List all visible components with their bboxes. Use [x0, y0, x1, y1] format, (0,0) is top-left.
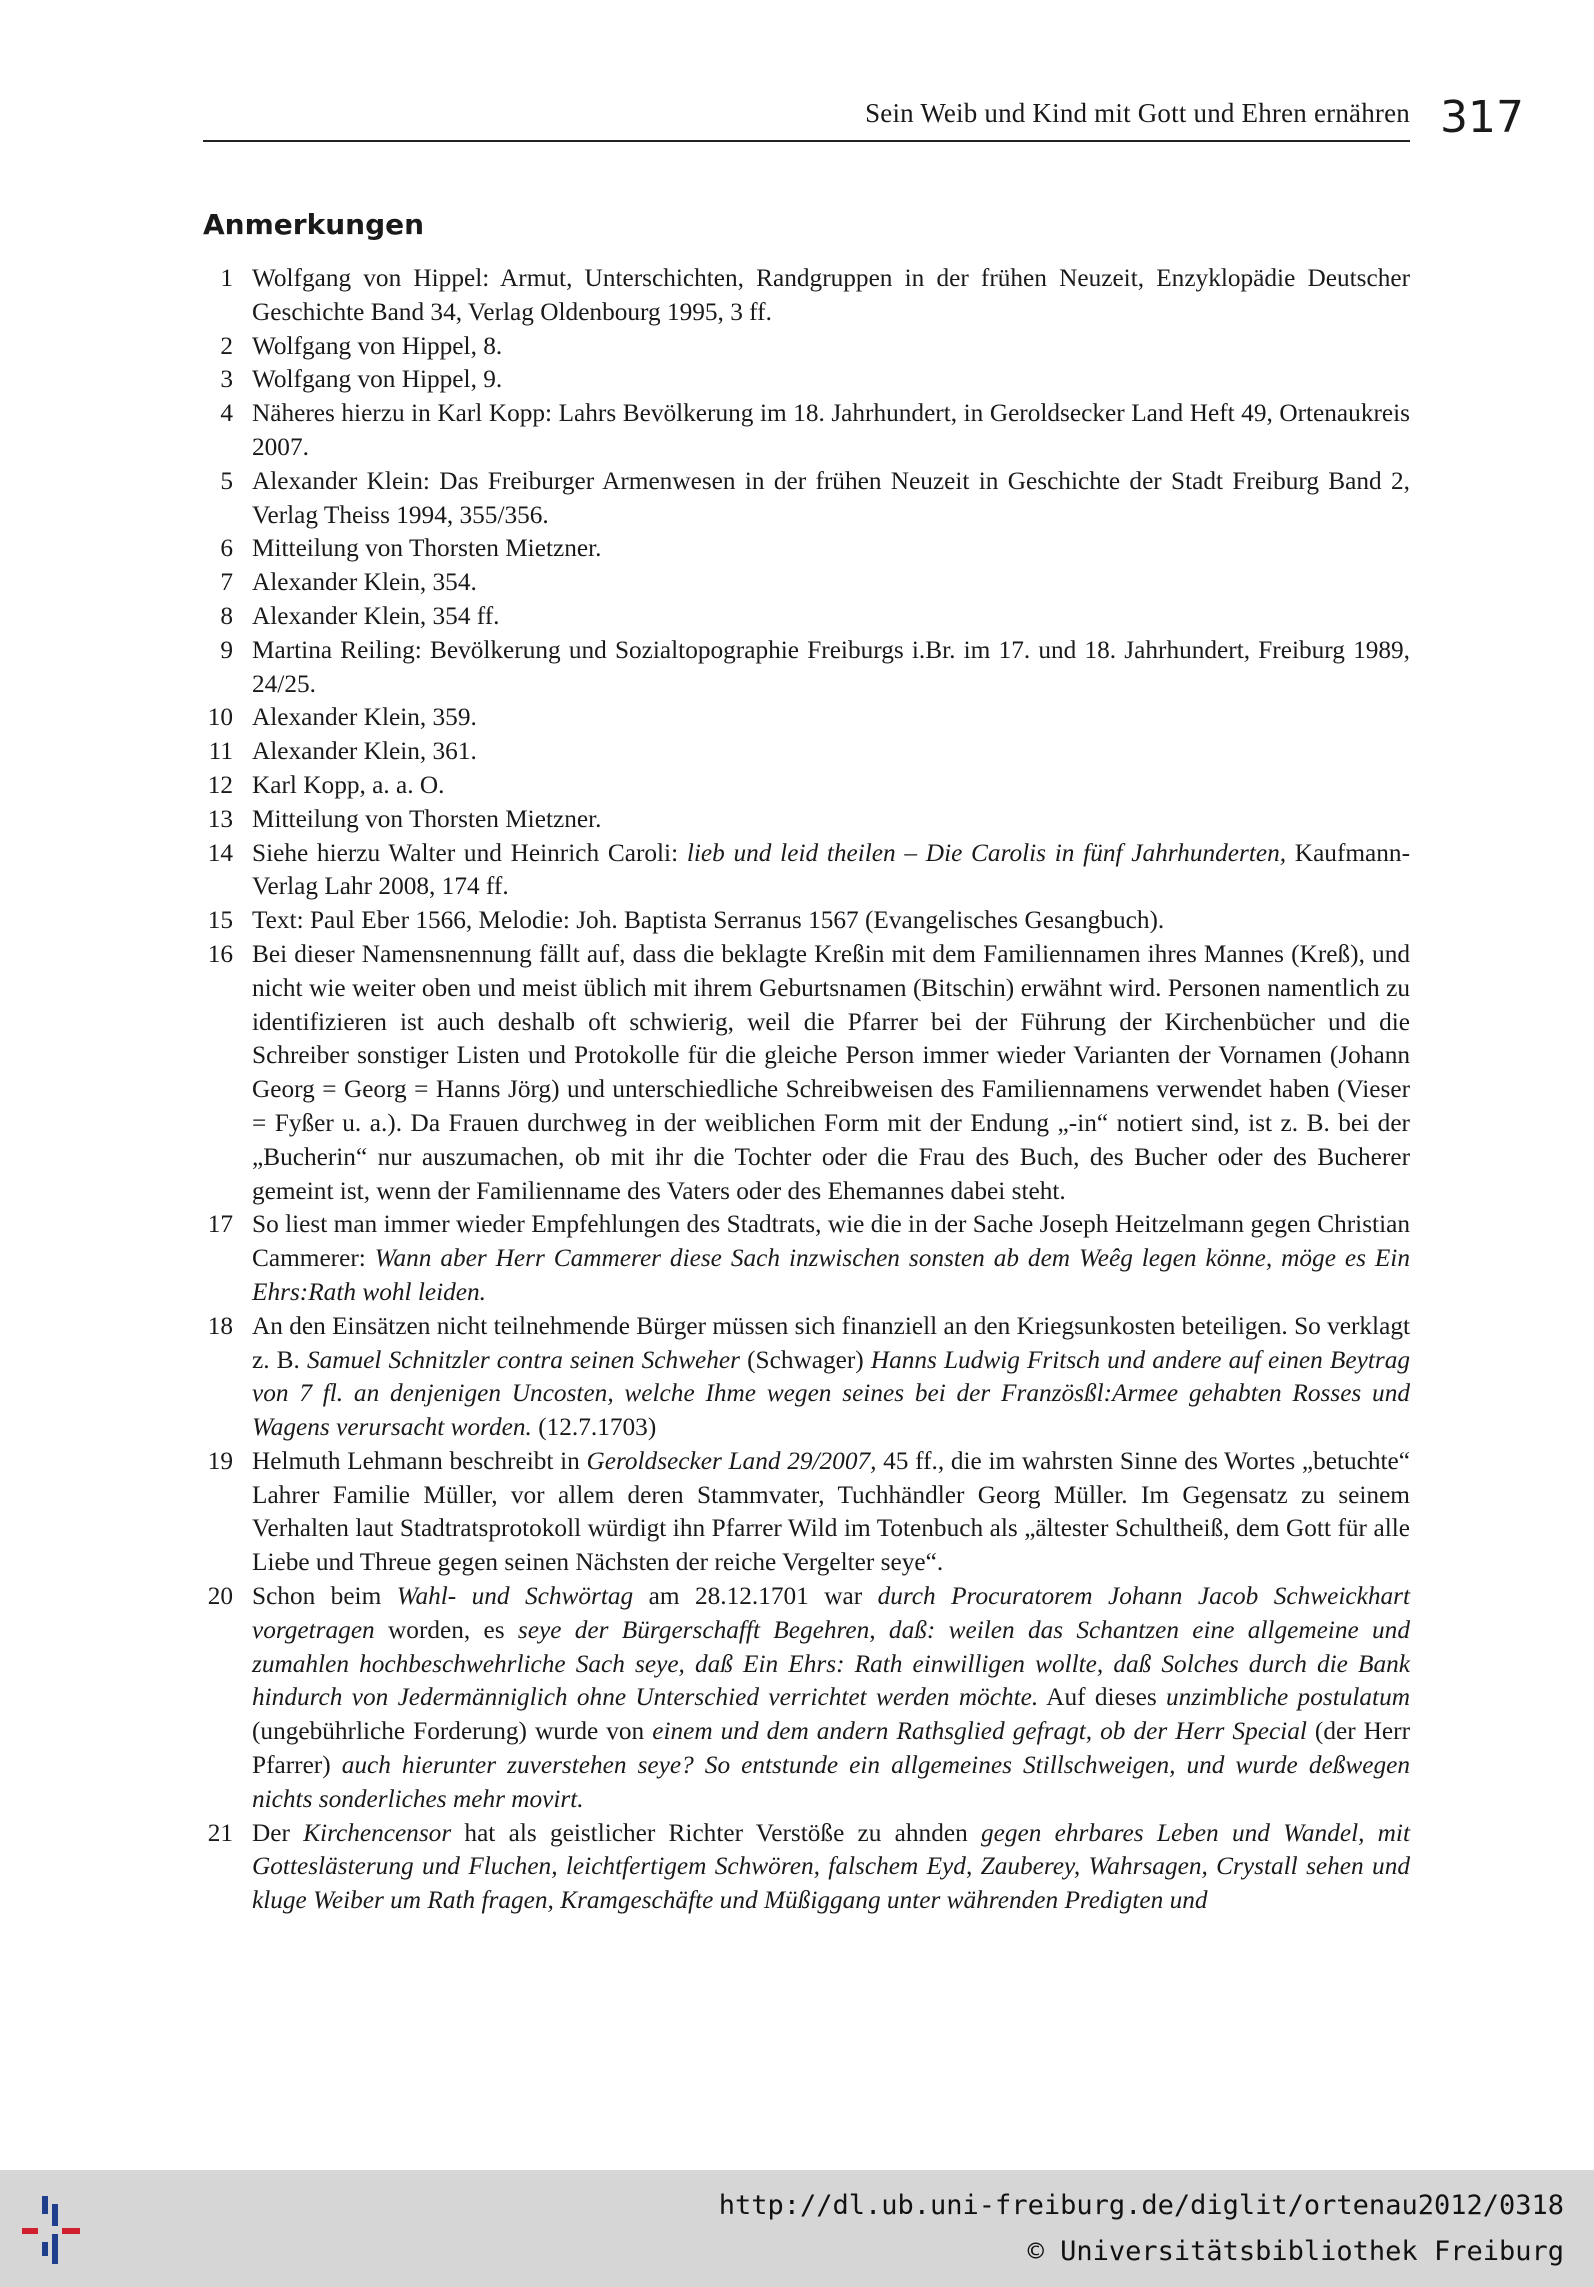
- endnote-item: [203, 566, 1410, 600]
- footer-url-link[interactable]: http://dl.ub.uni-freiburg.de/diglit/ortenau2012/0318: [718, 2190, 1564, 2221]
- endnote-number: 10: [207, 703, 233, 732]
- endnote-number: 2: [220, 331, 233, 360]
- endnote-item: [203, 532, 1410, 566]
- footer-bar: [0, 2170, 1594, 2287]
- endnote-number: 15: [207, 906, 233, 935]
- endnote-text: Schon beim Wahl- und Schwörtag am 28.12.1701 war durch Procuratorem Johann Jacob Schweickhart vorgetragen worden, es seye der Bürgerschafft Begehren, daß: weilen das Schantzen eine allgemeine und zumahlen hochbeschwehrliche Sach seye, daß Ein Ehrs: Rath einwilligen wollte, daß Solches durch die Bank hindurch von Jedermänniglich ohne Unterschied verrichtet werden möchte. Auf dieses unzimbliche postulatum (ungebührliche Forderung) wurde von einem und dem andern Rathsglied gefragt, ob der Herr Special (der Herr Pfarrer) auch hierunter zuverstehen seye? So entstunde ein allgemeines Stillschweigen, und wurde deßwegen nichts sonderliches mehr movirt.: [252, 1582, 1411, 1813]
- endnote-text: Martina Reiling: Bevölkerung und Sozialtopographie Freiburgs i.Br. im 17. und 18. Jahrhundert, Freiburg 1989, 24/25.: [252, 635, 1410, 698]
- running-header-title: Sein Weib und Kind mit Gott und Ehren ernähren: [865, 98, 1410, 128]
- endnote-number: 3: [220, 365, 233, 394]
- endnote-text: Wolfgang von Hippel: Armut, Unterschichten, Randgruppen in der frühen Neuzeit, Enzyklopädie Deutscher Geschichte Band 34, Verlag Oldenbourg 1995, 3 ff.: [252, 264, 1410, 326]
- page-number: 317: [1440, 92, 1524, 143]
- endnote-text: Wolfgang von Hippel, 8.: [252, 331, 503, 360]
- endnote-item: [203, 938, 1410, 1208]
- endnote-number: 20: [207, 1582, 233, 1611]
- university-library-logo-icon: [22, 2190, 104, 2268]
- endnote-item: [203, 1208, 1410, 1309]
- section-heading: Anmerkungen: [203, 208, 425, 241]
- endnote-item: [203, 803, 1410, 837]
- endnote-text: Mitteilung von Thorsten Mietzner.: [252, 534, 602, 563]
- header-rule: [203, 140, 1410, 142]
- endnote-number: 6: [220, 534, 233, 563]
- endnote-text: An den Einsätzen nicht teilnehmende Bürger müssen sich finanziell an den Kriegsunkosten beteiligen. So verklagt z. B. Samuel Schnitzler contra seinen Schweher (Schwager) Hanns Ludwig Fritsch und andere auf einen Beytrag von 7 fl. an denjenigen Uncosten, welche Ihme wegen seines bei der Französßl:Armee gehabten Rosses und Wagens verursacht worden. (12.7.1703): [252, 1311, 1410, 1442]
- endnote-text: Alexander Klein, 359.: [252, 703, 477, 732]
- endnote-item: [203, 634, 1410, 702]
- endnote-number: 4: [220, 399, 233, 428]
- endnote-number: 12: [207, 770, 233, 799]
- endnote-item: [203, 701, 1410, 735]
- endnote-text: Siehe hierzu Walter und Heinrich Caroli: lieb und leid theilen – Die Carolis in fünf Jahrhunderten, Kaufmann-Verlag Lahr 2008, 174 ff.: [252, 838, 1411, 901]
- endnote-text: Helmuth Lehmann beschreibt in Geroldsecker Land 29/2007, 45 ff., die im wahrsten Sinne des Wortes „betuchte“ Lahrer Familie Müller, vor allem deren Stammvater, Tuchhändler Georg Müller. Im Gegensatz zu seinem Verhalten laut Stadtratsprotokoll würdigt ihn Pfarrer Wild im Totenbuch als „ältester Schultheiß, dem Gott für alle Liebe und Threue gegen seinen Nächsten der reiche Vergelter seye“.: [252, 1446, 1411, 1577]
- endnote-text: Alexander Klein, 361.: [252, 737, 477, 766]
- endnote-item: [203, 1445, 1410, 1580]
- endnote-item: [203, 600, 1410, 634]
- endnote-text: Mitteilung von Thorsten Mietzner.: [252, 804, 602, 833]
- endnote-item: [203, 397, 1410, 465]
- endnote-text: Karl Kopp, a. a. O.: [252, 770, 445, 799]
- endnote-item: [203, 330, 1410, 364]
- endnote-number: 5: [220, 466, 233, 495]
- endnote-text: Der Kirchencensor hat als geistlicher Richter Verstöße zu ahnden gegen ehrbares Leben und Wandel, mit Gotteslästerung und Fluchen, leichtfertigem Schwören, falschem Eyd, Zauberey, Wahrsagen, Crystall sehen und kluge Weiber um Rath fragen, Kramgeschäfte und Müßiggang unter währenden Predigten und: [252, 1818, 1410, 1915]
- endnote-number: 19: [207, 1446, 233, 1475]
- endnotes-list: [203, 262, 1410, 1918]
- endnote-item: [203, 1310, 1410, 1445]
- endnote-item: [203, 1580, 1410, 1817]
- endnote-text: Alexander Klein: Das Freiburger Armenwesen in der frühen Neuzeit in Geschichte der Stadt Freiburg Band 2, Verlag Theiss 1994, 355/356.: [252, 466, 1410, 529]
- endnote-text: So liest man immer wieder Empfehlungen des Stadtrats, wie die in der Sache Joseph Heitzelmann gegen Christian Cammerer: Wann aber Herr Cammerer diese Sach inzwischen sonsten ab dem Weêg legen könne, möge es Ein Ehrs:Rath wohl leiden.: [252, 1210, 1410, 1306]
- endnote-text: Wolfgang von Hippel, 9.: [252, 365, 503, 394]
- endnote-text: Alexander Klein, 354.: [252, 568, 477, 597]
- endnote-item: [203, 1817, 1410, 1918]
- endnote-number: 21: [207, 1818, 233, 1847]
- endnote-number: 14: [207, 838, 233, 867]
- endnote-number: 9: [220, 635, 233, 664]
- endnote-number: 1: [220, 264, 233, 292]
- endnote-number: 13: [207, 804, 233, 833]
- endnote-number: 8: [220, 601, 233, 630]
- endnote-number: 17: [207, 1210, 233, 1239]
- endnote-number: 7: [220, 568, 233, 597]
- endnote-text: Bei dieser Namensnennung fällt auf, dass die beklagte Kreßin mit dem Familiennamen ihres Mannes (Kreß), und nicht wie weiter oben und meist üblich mit ihrem Geburtsnamen (Bitschin) erwähnt wird. Personen namentlich zu identifizieren ist auch deshalb oft schwierig, weil die Pfarrer bei der Führung der Kirchenbücher und die Schreiber sonstiger Listen und Protokolle für die gleiche Person immer wieder Varianten der Vornamen (Johann Georg = Georg = Hanns Jörg) und unterschiedliche Schreibweisen des Familiennamens verwendet haben (Vieser = Fyßer u. a.). Da Frauen durchweg in der weiblichen Form mit der Endung „-in“ notiert sind, ist z. B. bei der „Bucherin“ nur auszumachen, ob mit ihr die Tochter oder die Frau des Buch, des Bucher oder des Bucherer gemeint ist, wenn der Familienname des Vaters oder des Ehemannes dabei steht.: [252, 939, 1410, 1205]
- endnote-number: 18: [207, 1311, 233, 1340]
- endnote-text: Näheres hierzu in Karl Kopp: Lahrs Bevölkerung im 18. Jahrhundert, in Geroldsecker Land Heft 49, Ortenaukreis 2007.: [252, 399, 1410, 461]
- endnote-number: 16: [207, 939, 233, 968]
- endnote-item: [203, 769, 1410, 803]
- endnote-item: [203, 262, 1410, 330]
- endnote-item: [203, 837, 1410, 905]
- endnote-item: [203, 465, 1410, 533]
- endnote-item: [203, 363, 1410, 397]
- endnote-number: 11: [208, 737, 233, 766]
- endnote-text: Alexander Klein, 354 ff.: [252, 601, 500, 630]
- endnote-text: Text: Paul Eber 1566, Melodie: Joh. Baptista Serranus 1567 (Evangelisches Gesangbuch).: [252, 906, 1165, 935]
- endnote-item: [203, 904, 1410, 938]
- footer-copyright: © Universitätsbibliothek Freiburg: [1027, 2236, 1564, 2267]
- endnote-item: [203, 735, 1410, 769]
